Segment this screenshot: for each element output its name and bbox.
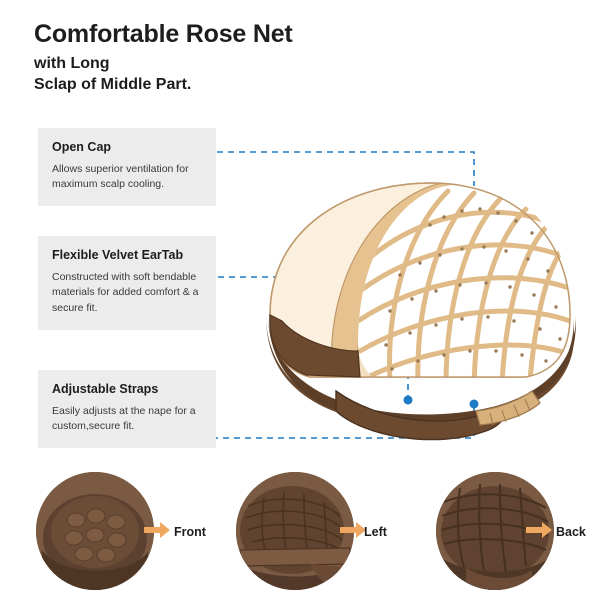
title-sub-line1: with Long	[34, 54, 110, 72]
feature-title: Flexible Velvet EarTab	[52, 248, 184, 262]
thumbnail-front[interactable]	[36, 472, 154, 590]
thumbnail-row	[0, 468, 600, 600]
feature-card-open-cap	[38, 128, 216, 206]
feature-title: Open Cap	[52, 140, 112, 154]
feature-card-flexible-velvet-eartab	[38, 236, 216, 330]
thumbnail-label-left: Left	[364, 525, 387, 539]
title-main: Comfortable Rose Net	[34, 20, 293, 48]
thumbnail-label-front: Front	[174, 525, 206, 539]
feature-description: Easily adjusts at the nape for a custom,secure fit.	[52, 404, 196, 433]
wig-cap-diagram	[240, 165, 590, 445]
thumbnail-left-image	[236, 472, 354, 590]
feature-description: Constructed with soft bendable materials for added comfort & a secure fit.	[52, 270, 199, 315]
title-sub	[34, 53, 454, 96]
arrow-right-icon	[526, 522, 552, 538]
arrow-right-icon	[144, 522, 170, 538]
thumbnail-left[interactable]	[236, 472, 354, 590]
feature-card-adjustable-straps	[38, 370, 216, 448]
thumbnail-front-image	[36, 472, 154, 590]
page-title	[34, 20, 454, 96]
title-sub-line2: Sclap of Middle Part.	[34, 76, 192, 94]
strap-buckle	[476, 391, 540, 425]
feature-description: Allows superior ventilation for maximum scalp cooling.	[52, 162, 189, 191]
feature-title: Adjustable Straps	[52, 382, 159, 396]
arrow-right-icon	[340, 522, 366, 538]
thumbnail-label-back: Back	[556, 525, 586, 539]
